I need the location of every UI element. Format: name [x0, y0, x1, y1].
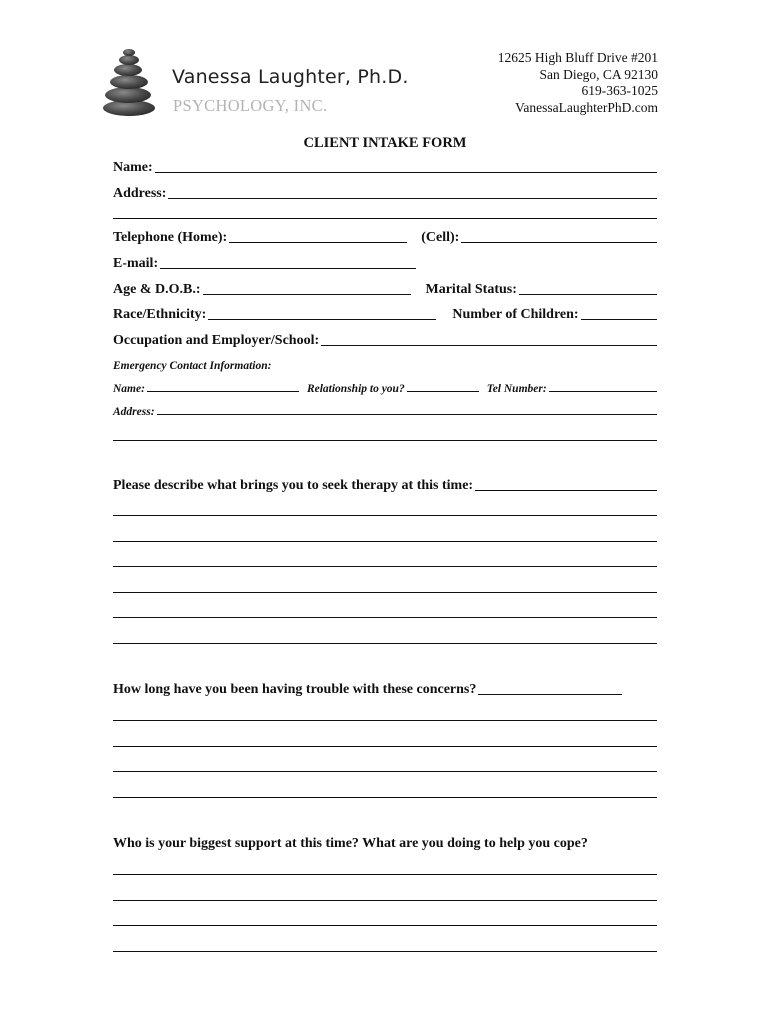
- question-1-field[interactable]: [475, 490, 657, 491]
- address-field-line-2[interactable]: [113, 218, 657, 219]
- cell-field[interactable]: [461, 242, 657, 243]
- address-label: Address:: [113, 186, 167, 201]
- ec-address-label: Address:: [113, 406, 155, 418]
- answer-2-line[interactable]: [113, 797, 657, 798]
- cell-label: (Cell):: [421, 230, 460, 245]
- question-3-label: Who is your biggest support at this time? What are you doing to help you cope?: [113, 836, 588, 851]
- emergency-heading-row: [113, 357, 657, 372]
- emergency-contact-row: [113, 380, 657, 395]
- email-row: [113, 254, 657, 272]
- telephone-home-field[interactable]: [229, 242, 407, 243]
- answer-1-line[interactable]: [113, 541, 657, 542]
- answer-1-line[interactable]: [113, 643, 657, 644]
- telephone-home-label: Telephone (Home):: [113, 230, 228, 245]
- ec-address-field-line-2[interactable]: [113, 440, 657, 441]
- answer-3-line[interactable]: [113, 900, 657, 901]
- address-line-city: San Diego, CA 92130: [539, 66, 658, 82]
- brand-subtitle: PSYCHOLOGY, INC.: [173, 96, 328, 115]
- occupation-field[interactable]: [321, 345, 657, 346]
- answer-2-line[interactable]: [113, 720, 657, 721]
- address-line-phone: 619-363-1025: [581, 83, 658, 98]
- children-label: Number of Children:: [452, 307, 579, 322]
- address-field[interactable]: [168, 198, 657, 199]
- email-label: E-mail:: [113, 256, 159, 271]
- telephone-row: [113, 228, 657, 246]
- ec-address-field[interactable]: [157, 414, 657, 415]
- address-line-street: 12625 High Bluff Drive #201: [497, 50, 658, 65]
- answer-2-line[interactable]: [113, 771, 657, 772]
- answer-3-line[interactable]: [113, 925, 657, 926]
- answer-1-line[interactable]: [113, 566, 657, 567]
- answer-2-line[interactable]: [113, 746, 657, 747]
- stacked-stones-icon: [100, 48, 158, 116]
- practice-address: [498, 50, 658, 116]
- ec-name-field[interactable]: [147, 391, 299, 392]
- answer-3-line[interactable]: [113, 874, 657, 875]
- ec-tel-field[interactable]: [549, 391, 657, 392]
- ec-tel-label: Tel Number:: [486, 383, 547, 395]
- occupation-label: Occupation and Employer/School:: [113, 333, 320, 348]
- race-ethnicity-field[interactable]: [208, 319, 436, 320]
- marital-status-field[interactable]: [519, 294, 657, 295]
- answer-3-line[interactable]: [113, 951, 657, 952]
- age-dob-row: [113, 280, 657, 298]
- question-3-row: [113, 834, 657, 852]
- name-label: Name:: [113, 160, 153, 175]
- email-field[interactable]: [160, 268, 416, 269]
- emergency-heading: Emergency Contact Information:: [113, 360, 272, 372]
- ec-address-row: [113, 403, 657, 418]
- name-field[interactable]: [155, 172, 657, 173]
- question-2-label: How long have you been having trouble with these concerns?: [113, 682, 477, 697]
- answer-1-line[interactable]: [113, 617, 657, 618]
- brand-name: Vanessa Laughter, Ph.D.: [172, 66, 409, 88]
- ec-name-label: Name:: [113, 383, 145, 395]
- address-line-website: VanessaLaughterPhD.com: [515, 99, 658, 115]
- ec-relationship-label: Relationship to you?: [306, 383, 405, 395]
- question-2-field[interactable]: [478, 694, 622, 695]
- name-row: [113, 158, 657, 176]
- question-1-row: [113, 476, 657, 494]
- race-row: [113, 305, 657, 323]
- answer-1-line[interactable]: [113, 592, 657, 593]
- form-title: CLIENT INTAKE FORM: [303, 135, 467, 151]
- race-ethnicity-label: Race/Ethnicity:: [113, 307, 207, 322]
- occupation-row: [113, 331, 657, 349]
- address-row: [113, 184, 657, 202]
- answer-1-line[interactable]: [113, 515, 657, 516]
- marital-status-label: Marital Status:: [425, 282, 517, 297]
- children-field[interactable]: [581, 319, 657, 320]
- age-dob-field[interactable]: [203, 294, 411, 295]
- age-dob-label: Age & D.O.B.:: [113, 282, 201, 297]
- ec-relationship-field[interactable]: [407, 391, 479, 392]
- question-1-label: Please describe what brings you to seek therapy at this time:: [113, 478, 474, 493]
- question-2-row: [113, 680, 657, 698]
